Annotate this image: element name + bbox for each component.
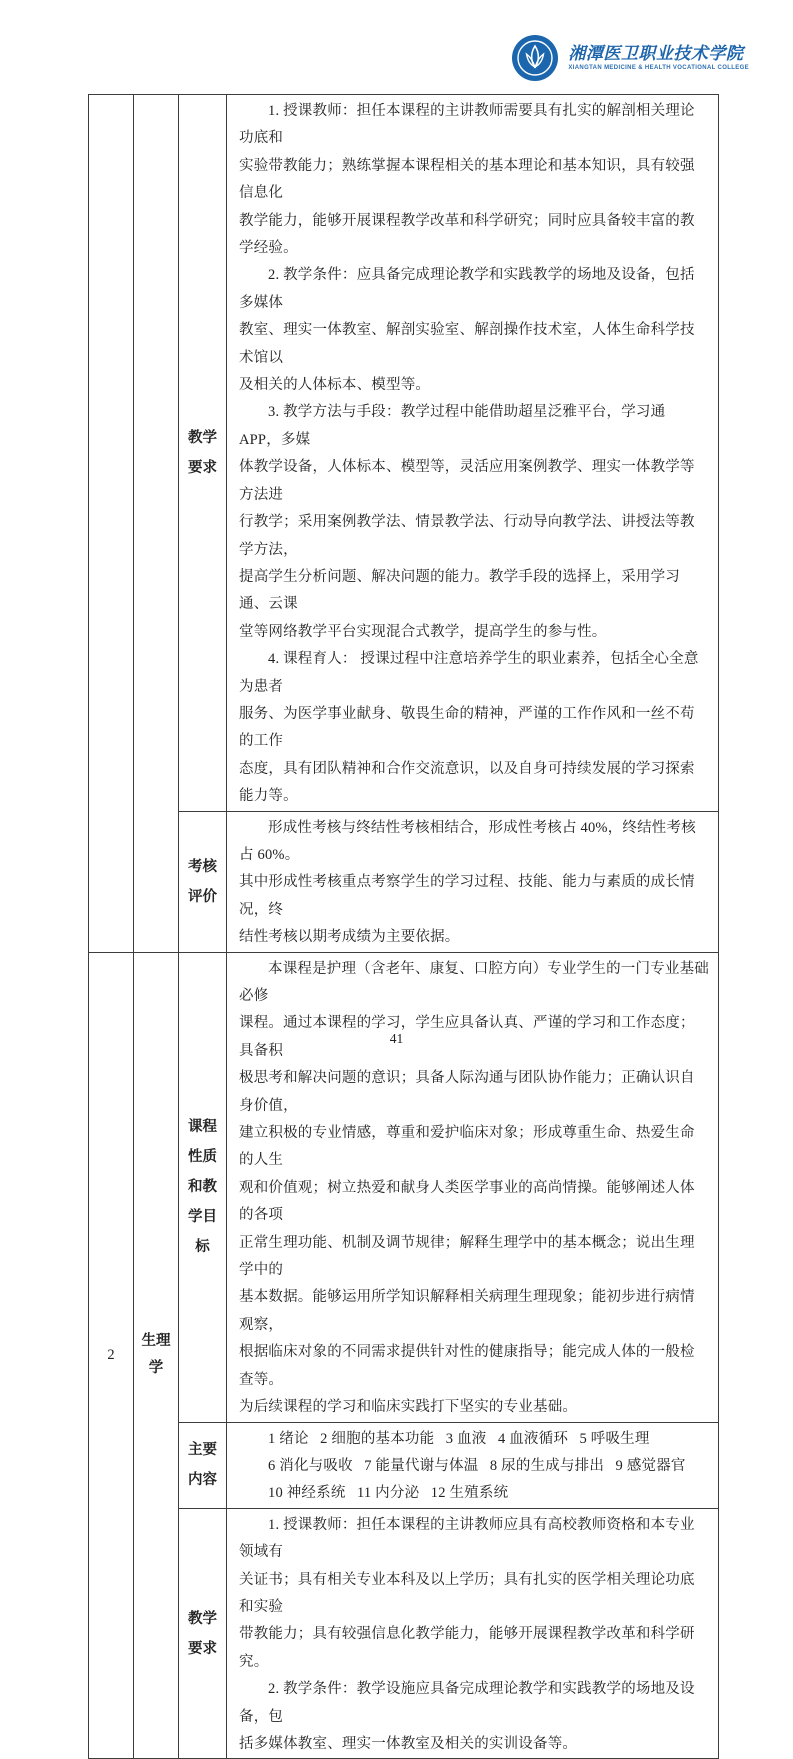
text-line: 本课程是护理（含老年、康复、口腔方向）专业学生的一门专业基础必修 bbox=[239, 960, 709, 1004]
text-line: 态度，具有团队精神和合作交流意识，以及自身可持续发展的学习探索能力等。 bbox=[239, 760, 695, 805]
text-line: 1 绪论 2 细胞的基本功能 3 血液 4 血液循环 5 呼吸生理 bbox=[268, 1430, 650, 1447]
college-name-english: XIANGTAN MEDICINE & HEALTH VOCATIONAL COLLEGE bbox=[568, 64, 749, 71]
row-label-assessment-evaluation bbox=[179, 811, 227, 952]
text-line: 10 神经系统 11 内分泌 12 生殖系统 bbox=[268, 1485, 509, 1502]
label-line: 标 bbox=[195, 1239, 210, 1256]
text-line: 为后续课程的学习和临床实践打下坚实的专业基础。 bbox=[239, 1399, 578, 1416]
label-line: 教学 bbox=[188, 1610, 217, 1627]
text-line: 3. 教学方法与手段：教学过程中能借助超星泛雅平台，学习通 APP，多媒 bbox=[239, 404, 670, 448]
label-line: 学目 bbox=[188, 1209, 217, 1226]
label-line: 性质 bbox=[188, 1149, 217, 1166]
table-row-assessment-evaluation bbox=[89, 811, 719, 952]
cell-course-nature-objectives-text bbox=[227, 952, 719, 1422]
table-row-course-nature-objectives bbox=[89, 952, 719, 1422]
text-line: 正常生理功能、机制及调节规律；解释生理学中的基本概念；说出生理学中的 bbox=[239, 1234, 695, 1279]
course-name-cell-empty bbox=[134, 95, 179, 953]
college-name-block bbox=[568, 44, 749, 73]
text-line: 2. 教学条件：应具备完成理论教学和实践教学的场地及设备，包括多媒体 bbox=[239, 267, 695, 311]
page-number: 41 bbox=[389, 1031, 404, 1046]
table-row-main-content bbox=[89, 1422, 719, 1508]
text-line: 1. 授课教师：担任本课程的主讲教师应具有高校教师资格和本专业领域有 bbox=[239, 1516, 695, 1561]
row-label-teaching-requirements-2 bbox=[179, 1508, 227, 1759]
text-line: 其中形成性考核重点考察学生的学习过程、技能、能力与素质的成长情况，终 bbox=[239, 874, 695, 918]
course-index-cell-empty bbox=[89, 95, 134, 953]
page-footer bbox=[0, 1031, 793, 1047]
row-label-teaching-requirements bbox=[179, 95, 227, 812]
table-row-teaching-requirements-physiology bbox=[89, 1508, 719, 1759]
text-line: 行教学；采用案例教学法、情景教学法、行动导向教学法、讲授法等教学方法， bbox=[239, 514, 695, 558]
text-line: 根据临床对象的不同需求提供针对性的健康指导；能完成人体的一般检查等。 bbox=[239, 1344, 695, 1388]
text-line: 课程。通过本课程的学习，学生应具备认真、严谨的学习和工作态度；具备积 bbox=[239, 1015, 695, 1059]
label-line: 课程 bbox=[188, 1119, 217, 1136]
row-label-main-content bbox=[179, 1422, 227, 1508]
text-line: 6 消化与吸收 7 能量代谢与体温 8 尿的生成与排出 9 感觉器官 bbox=[268, 1457, 686, 1474]
text-line: 2. 教学条件：教学设施应具备完成理论教学和实践教学的场地及设备，包 bbox=[239, 1681, 695, 1725]
text-line: 堂等网络教学平台实现混合式教学，提高学生的参与性。 bbox=[239, 623, 607, 640]
text-line: 教学能力，能够开展课程教学改革和科学研究；同时应具备较丰富的教学经验。 bbox=[239, 212, 695, 257]
table-row-teaching-requirements-anatomy bbox=[89, 95, 719, 812]
text-line: 建立积极的专业情感，尊重和爱护临床对象；形成尊重生命、热爱生命的人生 bbox=[239, 1125, 695, 1169]
text-line: 服务、为医学事业献身、敬畏生命的精神，严谨的工作作风和一丝不苟的工作 bbox=[239, 705, 695, 750]
cell-teaching-requirements-text bbox=[227, 95, 719, 812]
label-line: 内容 bbox=[188, 1472, 217, 1489]
course-syllabus-table bbox=[88, 94, 719, 1759]
label-line: 要求 bbox=[188, 1640, 217, 1657]
text-line: 提高学生分析问题、解决问题的能力。教学手段的选择上，采用学习通、云课 bbox=[239, 568, 680, 613]
label-line: 和教 bbox=[188, 1179, 217, 1196]
text-line: 结性考核以期考成绩为主要依据。 bbox=[239, 929, 460, 946]
text-line: 观和价值观；树立热爱和献身人类医学事业的高尚情操。能够阐述人体的各项 bbox=[239, 1179, 695, 1224]
text-line: 4. 课程育人： 授课过程中注意培养学生的职业素养，包括全心全意为患者 bbox=[239, 651, 699, 695]
course-name-line: 学 bbox=[148, 1360, 164, 1377]
course-name-cell-physiology bbox=[134, 952, 179, 1759]
label-line: 要求 bbox=[188, 459, 217, 476]
text-line: 及相关的人体标本、模型等。 bbox=[239, 377, 431, 394]
label-line: 评价 bbox=[188, 888, 217, 905]
label-line: 主要 bbox=[188, 1442, 217, 1459]
text-line: 基本数据。能够运用所学知识解释相关病理生理现象；能初步进行病情观察， bbox=[239, 1289, 695, 1333]
course-index-cell: 2 bbox=[89, 952, 134, 1759]
label-line: 考核 bbox=[188, 858, 217, 875]
row-label-course-nature-objectives bbox=[179, 952, 227, 1422]
course-name-line: 生理 bbox=[141, 1333, 171, 1350]
page-header bbox=[511, 34, 749, 82]
college-name-chinese: 湘潭医卫职业技术学院 bbox=[568, 43, 744, 63]
text-line: 实验带教能力；熟练掌握本课程相关的基本理论和基本知识，具有较强信息化 bbox=[239, 157, 695, 202]
cell-assessment-evaluation-text bbox=[227, 811, 719, 952]
text-line: 1. 授课教师：担任本课程的主讲教师需要具有扎实的解剖相关理论功底和 bbox=[239, 103, 695, 147]
text-line: 形成性考核与终结性考核相结合，形成性考核占 40%，终结性考核占 60%。 bbox=[239, 819, 696, 863]
text-line: 括多媒体教室、理实一体教室及相关的实训设备等。 bbox=[239, 1735, 578, 1752]
text-line: 极思考和解决问题的意识；具备人际沟通与团队协作能力；正确认识自身价值， bbox=[239, 1070, 695, 1114]
cell-main-content-text bbox=[227, 1422, 719, 1508]
text-line: 带教能力；具有较强信息化教学能力，能够开展课程教学改革和科学研究。 bbox=[239, 1626, 695, 1670]
label-line: 教学 bbox=[188, 429, 217, 446]
college-emblem-icon bbox=[511, 34, 559, 82]
text-line: 教室、理实一体教室、解剖实验室、解剖操作技术室，人体生命科学技术馆以 bbox=[239, 322, 695, 366]
text-line: 关证书；具有相关专业本科及以上学历；具有扎实的医学相关理论功底和实验 bbox=[239, 1571, 695, 1615]
text-line: 体教学设备，人体标本、模型等，灵活应用案例教学、理实一体教学等方法进 bbox=[239, 459, 695, 503]
cell-teaching-requirements-2-text bbox=[227, 1508, 719, 1759]
